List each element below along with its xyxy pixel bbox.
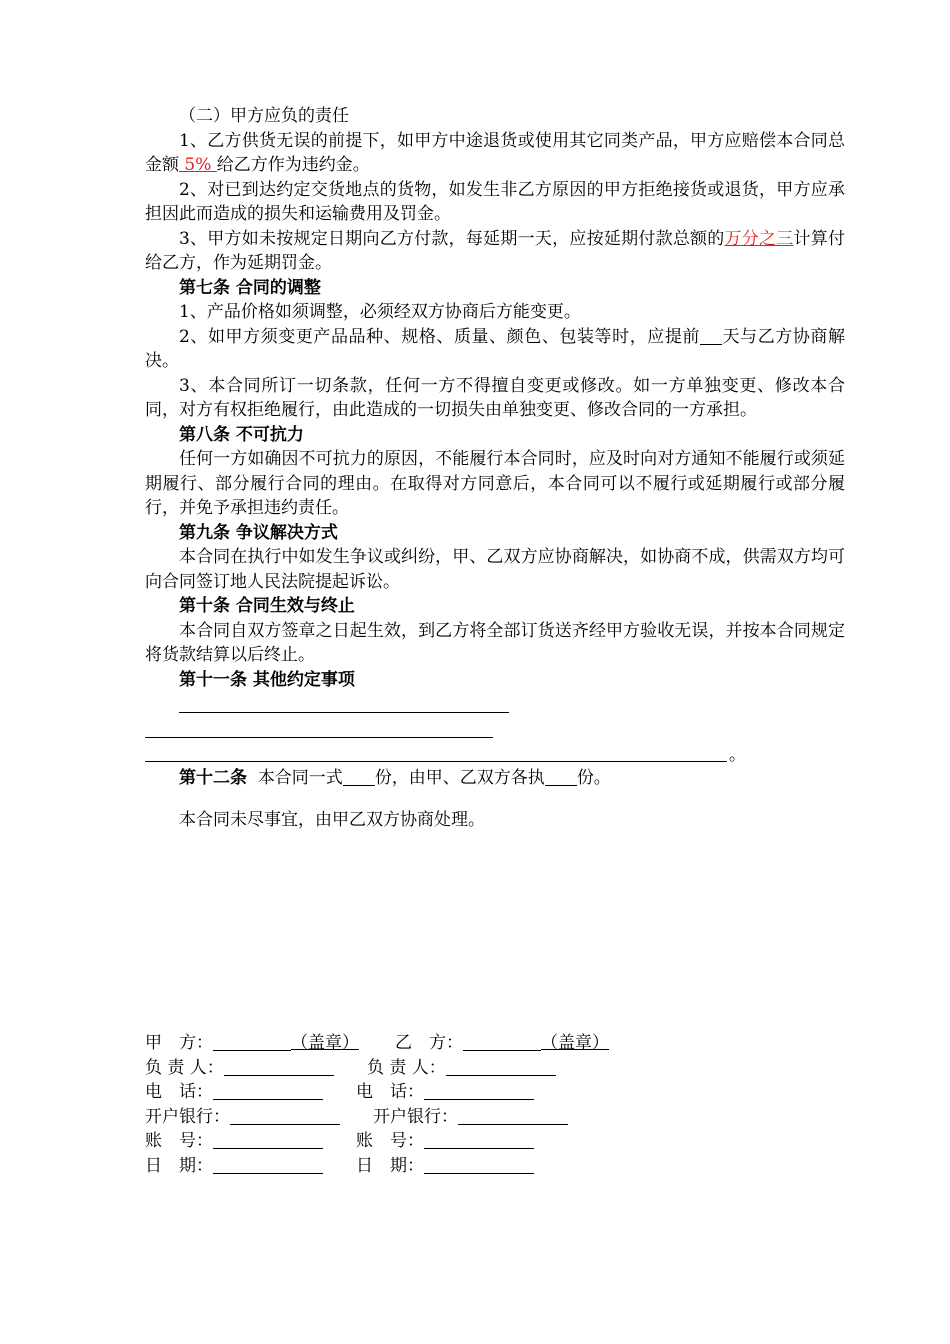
section-title: （二）甲方应负的责任 (179, 106, 349, 126)
clause-7-1: 1、产品价格如须调整，必须经双方协商后方能变更。 (179, 302, 581, 322)
late-rate: 万分之三 (724, 228, 794, 249)
date-b-blank[interactable] (424, 1155, 534, 1174)
clause-2-2: 2、对已到达约定交货地点的货物，如发生非乙方原因的甲方拒绝接货或退货，甲方应承担因此而造成的损失和运输费用及罚金。 (145, 179, 845, 224)
phone-b-blank[interactable] (424, 1081, 534, 1100)
clause-text: 1、乙方供货无误的前提下，如甲方中途退货或使用其它同类产品，甲方应赔偿本合同总金额 (145, 130, 845, 175)
clause-text: 2、如甲方须变更产品品种、规格、质量、颜色、包装等时，应提前 (179, 326, 700, 347)
copies-total-blank[interactable] (343, 767, 375, 786)
article-9-text: 本合同在执行中如发生争议或纠纷，甲、乙双方应协商解决，如协商不成，供需双方均可向合同签订地人民法院提起诉讼。 (145, 547, 845, 592)
closing-text: 本合同未尽事宜，由甲乙双方协商处理。 (179, 810, 485, 830)
date-b-label: 日 期： (356, 1155, 424, 1176)
days-blank[interactable] (700, 326, 722, 345)
article-8-text: 任何一方如确因不可抗力的原因，不能履行本合同时，应及时向对方通知不能履行或须延期履行、部分履行合同的理由。在取得对方同意后，本合同可以不履行或延期履行或部分履行，并免予承担违约责任。 (145, 449, 845, 518)
party-a-blank[interactable] (213, 1032, 291, 1051)
clause-text: 份，由甲、乙双方各执 (374, 767, 545, 788)
bank-a-blank[interactable] (230, 1106, 340, 1125)
clause-text: 本合同一式 (257, 767, 343, 788)
phone-b-label: 电 话： (356, 1082, 424, 1102)
bank-b-label: 开户银行： (373, 1106, 458, 1127)
article-12 (145, 766, 845, 791)
line-end-period: 。 (729, 745, 746, 765)
other-terms-line-3-blank[interactable] (145, 741, 727, 762)
clause-text: 给乙方作为违约金。 (216, 155, 370, 175)
clause-text: 计算付给乙方，作为延期罚金。 (145, 228, 845, 273)
article-11-title: 第十一条 其他约定事项 (179, 669, 355, 690)
copies-each-blank[interactable] (545, 767, 577, 786)
article-10-text: 本合同自双方签章之日起生效，到乙方将全部订货送齐经甲方验收无误，并按本合同规定将货款结算以后终止。 (145, 620, 845, 665)
clause-2-3 (145, 227, 845, 276)
other-terms-line-2[interactable] (145, 717, 493, 742)
account-b-label: 账 号： (356, 1131, 424, 1151)
party-b-blank[interactable] (463, 1032, 541, 1051)
party-b-label: 乙 方： (395, 1033, 463, 1053)
account-a-blank[interactable] (213, 1130, 323, 1149)
rep-b-blank[interactable] (446, 1057, 556, 1076)
other-terms-line-3 (145, 741, 745, 766)
phone-a-blank[interactable] (213, 1081, 323, 1100)
article-7-title: 第七条 合同的调整 (179, 277, 321, 298)
clause-text: 3、甲方如未按规定日期向乙方付款，每延期一天，应按延期付款总额的 (179, 228, 725, 249)
date-a-label: 日 期： (145, 1155, 213, 1176)
clause-7-2 (145, 325, 845, 374)
rep-a-label: 负 责 人： (145, 1057, 224, 1078)
bank-b-blank[interactable] (458, 1106, 568, 1125)
article-12-title: 第十二条 (179, 767, 247, 788)
party-a-seal: （盖章） (291, 1033, 359, 1053)
clause-2-1 (145, 129, 845, 178)
contract-page (145, 104, 845, 833)
rep-a-blank[interactable] (224, 1057, 334, 1076)
other-terms-line-1[interactable] (179, 692, 509, 717)
phone-a-label: 电 话： (145, 1082, 213, 1102)
clause-text: 份。 (576, 767, 611, 788)
account-a-label: 账 号： (145, 1131, 213, 1151)
account-b-blank[interactable] (424, 1130, 534, 1149)
clause-7-3: 3、本合同所订一切条款，任何一方不得擅自变更或修改。如一方单独变更、修改本合同，对方有权拒绝履行，由此造成的一切损失由单独变更、修改合同的一方承担。 (145, 375, 845, 420)
article-10-title: 第十条 合同生效与终止 (179, 596, 355, 616)
date-a-blank[interactable] (213, 1155, 323, 1174)
rep-b-label: 负 责 人： (367, 1057, 446, 1078)
article-9-title: 第九条 争议解决方式 (179, 522, 338, 543)
penalty-percent: 5% (179, 155, 217, 175)
bank-a-label: 开户银行： (145, 1106, 230, 1127)
clause-text: 天与乙方协商解决。 (145, 326, 845, 371)
party-b-seal: （盖章） (541, 1033, 609, 1053)
article-8-title: 第八条 不可抗力 (179, 424, 304, 445)
party-a-label: 甲 方： (145, 1033, 213, 1053)
